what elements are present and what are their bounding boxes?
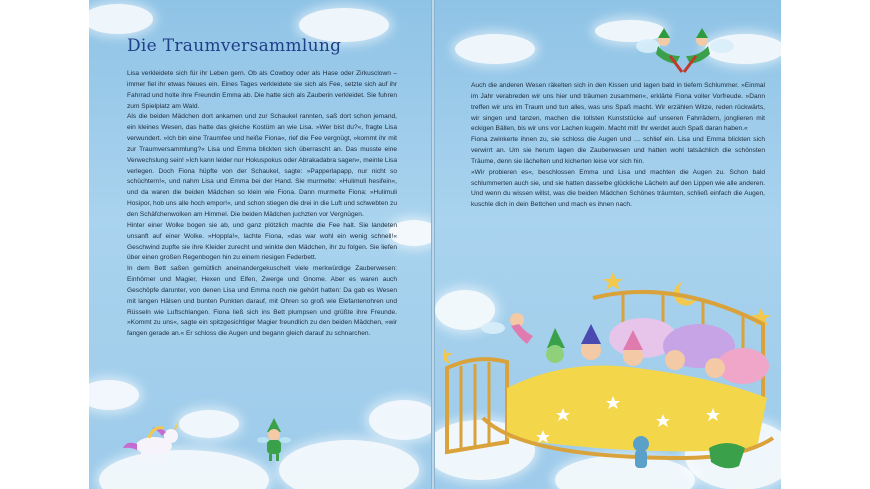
dream-bed-icon: [443, 268, 777, 478]
paragraph: Fiona zwinkerte ihnen zu, sie schloss die Augen und … schlief ein. Lisa und Emma blickten sich verwirrt an. Um sie herum lagen die Zauberwesen und hatten wohl tatsächlich die schönsten Träume, denn sie lächelten und kicherten leise vor sich hin.: [471, 136, 765, 165]
paragraph: »Wir probieren es«, beschlossen Emma und Lisa und machten die Augen zu. Schon bald schlummerten auch sie, und sie hatten dasselbe glückliche Lächeln auf den Lippen wie alle anderen.: [471, 168, 765, 187]
paragraph: Und wenn du wissen willst, was die beiden Mädchen Schönes träumten, schließ einfach die Augen, kuschle dich in dein Bettchen und mach es ihnen nach.: [471, 190, 765, 209]
paragraph: Auch die anderen Wesen räkelten sich in den Kissen und lagen bald in tiefem Schlummer. »Einmal im Jahr verabreden wir uns hier und träumen zusammen«, erklärte Fiona voller Vorfreude. »Dann treffen wir uns im Traum und tun alles, was uns Spaß macht. Wir erzählen Witze, reden rückwärts, wir singen und tanzen, machen die tollsten Kunststücke auf unseren Fahrrädern, jonglieren mit eckigen Bällen, bis wir uns vor Lachen kugeln. Macht mit! Ihr werdet auch Spaß daran haben.«: [471, 82, 765, 133]
green-elf-icon: [257, 418, 291, 462]
stars-icon: [603, 272, 623, 290]
unicorn-icon: [119, 418, 189, 468]
right-story-text: [471, 81, 765, 211]
cloud: [455, 34, 535, 64]
left-page: [89, 0, 431, 489]
page-title: Die Traumversammlung: [127, 36, 342, 56]
flying-fairies-icon: [630, 26, 740, 78]
paragraph: Hinter einer Wolke bogen sie ab, und ganz plötzlich machte die Fee halt. Sie landeten unsanft auf einer Wolke. »Hoppla!«, lachte Fiona, »das war wohl ein wenig schnell!« Geschwind zupfte sie ihre Kleider zurecht und winkte den Mädchen, ihr zu folgen. Sie liefen über einen großen Regenbogen hin zu einem riesigen Federbett.: [127, 221, 397, 262]
paragraph: Als die beiden Mädchen dort ankamen und zur Schaukel rannten, saß dort schon jemand, ein kleines Wesen, das hatte das gleiche Kostüm an wie Lisa. »Wer bist du?«, fragte Lisa verwundert. »Ich bin eine Traumfee und heiße Fiona«, rief die Fee vergnügt, »kommt ihr mit zur Traumversammlung?« Lisa und Emma blickten sich überrascht an. Das musste eine Verwechslung sein! »Ich kann leider nur Hokuspokus oder Abrakadabra sagen«, meinte Lisa verlegen. Doch Fiona hüpfte von der Schaukel, sagte: »Papperlapapp, nur nicht so schüchtern!«, und nahm Lisa und Emma bei der Hand. Sie murmelte: »Hulimuli hesifein«, und da waren die beiden Mädchen so klein wie Fiona. Dann murmelte Fiona: »Hulimuli Hosipor, hob uns alle hoch empor!«, und schon stiegen die drei in die Luft und schwebten zu den Schäfchenwolken am Himmel. Die beiden Mädchen juchzten vor Vergnügen.: [127, 113, 397, 218]
book-spread: [89, 0, 781, 489]
cloud: [369, 400, 431, 440]
paragraph: Lisa verkleidete sich für ihr Leben gern. Ob als Cowboy oder als Hase oder Zirkusclown – immer fiel ihr etwas Neues ein. Eines Tages verkleidete sie sich als Fee, setzte sich auf ihr Fahrrad und holte ihre Freundin Emma ab. Die hatte sich als Zauberin verkleidet. Sie fuhren zum Spielplatz am Wald.: [127, 70, 397, 110]
cloud: [89, 4, 153, 34]
paragraph: In dem Bett saßen gemütlich aneinandergekuschelt viele merkwürdige Zauberwesen: Einhörner und Magier, Hexen und Elfen, Zwerge und Gnome. Aber es waren auch Geschöpfe darunter, von denen Lisa und Emma noch nie gehört hatten: Da gab es Wesen mit langen Hälsen und bunten Punkten darauf, mit Ohren so groß wie Elefantenohren und Rüsseln wie Luftschlangen. Fiona ließ sich ins Bett plumpsen und grüßte ihre Freunde. »Kommt zu uns«, sagte ein spitzgesichtiger Magier freundlich zu den beiden Mädchen, »wir fangen gerade an.« Er schloss die Augen und begann gleich darauf zu schnarchen.: [127, 265, 397, 338]
cloud: [279, 440, 419, 489]
cloud: [89, 380, 139, 410]
right-page: [435, 0, 781, 489]
left-story-text: [127, 69, 397, 340]
